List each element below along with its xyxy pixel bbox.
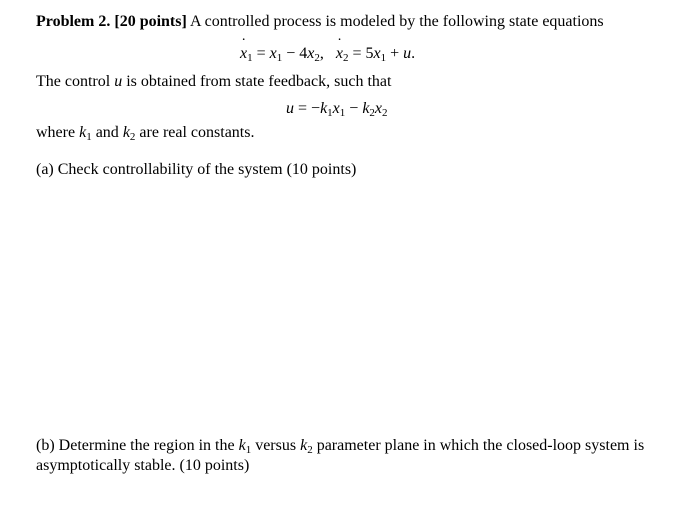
problem-intro: A controlled process is modeled by the following state equations [189, 13, 604, 30]
control-law: $u = -k_1x_1 - k_2x_2$ [286, 100, 388, 119]
problem-heading-line [36, 12, 604, 32]
state-equations [240, 44, 415, 68]
constants-sentence: where $k_1$ and $k_2$ are real constants. [36, 124, 255, 143]
problem-heading: Problem 2. [20 points] [36, 13, 187, 30]
part-a: (a) Check controllability of the system (10 points) [36, 161, 357, 178]
part-b-line-1: (b) Determine the region in the $k_1$ versus $k_2$ parameter plane in which the closed-loop system is [36, 437, 645, 456]
state-eq-2: ˙ $x_2 = 5x_1 + u$. [336, 45, 415, 62]
part-b-line-2: asymptotically stable. (10 points) [36, 457, 250, 474]
feedback-sentence: The control u is obtained from state feedback, such that [36, 73, 392, 90]
state-eq-1: ˙ $x_1 = x_1 - 4x_2$, [240, 45, 324, 62]
